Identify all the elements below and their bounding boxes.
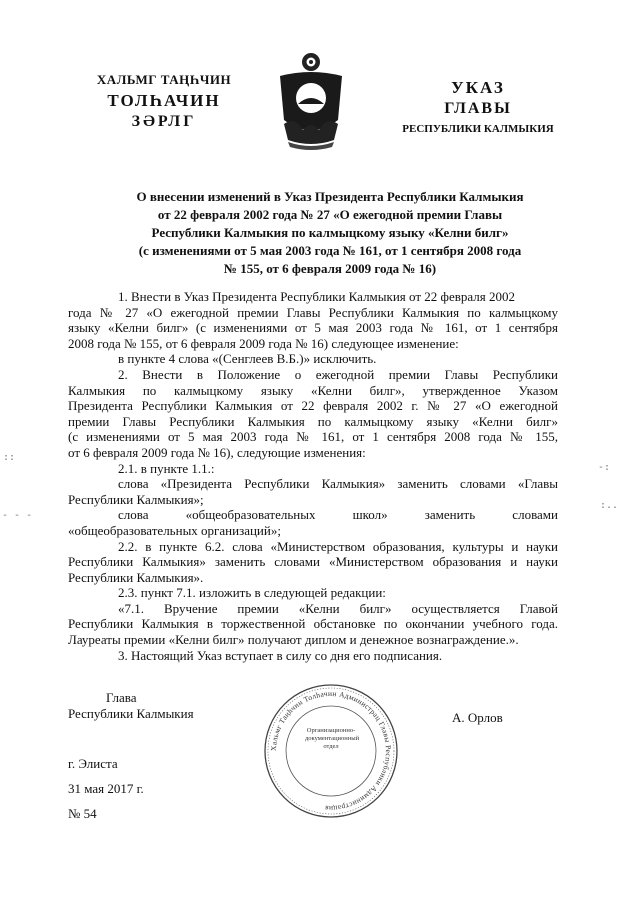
body-line: 1. Внести в Указ Президента Республики Калмыкия от 22 февраля 2002 (118, 289, 515, 304)
body-line: 2. Внести в Положение о ежегодной премии Главы Республики (118, 366, 558, 382)
coat-of-arms-emblem (270, 50, 352, 150)
body-line: «общеобразовательных организаций»; (68, 522, 281, 538)
issue-date: 31 мая 2017 г. (68, 781, 144, 796)
signatory-name: А. Орлов (452, 710, 503, 725)
scan-artifact: :: (3, 452, 16, 463)
scan-artifact: :.. (600, 500, 619, 511)
body-line: Калмыкия по калмыцкому языку «Келни билг», утвержденное Указом (68, 382, 558, 398)
body-line: от 6 февраля 2009 года № 16), следующие изменения: (68, 444, 366, 460)
signatory-title-line1: Глава (106, 690, 137, 705)
body-line: Республики Калмыкия в торжественной обстановке по окончании учебного года. (68, 616, 558, 632)
scan-artifact: -: (598, 462, 611, 473)
body-line: 3. Настоящий Указ вступает в силу со дня его подписания. (118, 647, 443, 663)
signatory-title-line2: Республики Калмыкия (68, 706, 194, 721)
header-russian-line2: ГЛАВЫ (444, 100, 512, 117)
header-russian (398, 78, 558, 135)
body-line: языку «Келни билг» (с изменениями от 5 мая 2003 года № 161, от 1 сентября (68, 320, 558, 336)
stamp-center-text (305, 727, 360, 751)
body-line: (с изменениями от 5 мая 2003 года № 161, от 1 сентября 2008 года № 155, (68, 429, 558, 445)
document-title (100, 188, 560, 278)
title-line: (с изменениями от 5 мая 2003 года № 161, от 1 сентября 2008 года (138, 243, 522, 258)
stamp-ring-text: Хальмг Таңһчин Толһачин Администрац Главы Республики Администрация (268, 688, 394, 814)
body-line: Республики Калмыкия» заменить словами «Министерством образования и науки (68, 554, 558, 570)
header-russian-line1: УКАЗ (451, 78, 505, 97)
body-line: «7.1. Вручение премии «Келни билг» осуществляется Главой (118, 600, 558, 616)
issue-place: г. Элиста (68, 756, 118, 771)
body-line: Республики Калмыкия»; (68, 491, 204, 507)
stamp-center-line: документационный (305, 735, 360, 742)
header-kalmyk (84, 72, 244, 131)
body-line: премии Главы Республики Калмыкия по калмыцкому языку «Келни билг» (68, 413, 558, 429)
decree-number: № 54 (68, 806, 97, 821)
header-kalmyk-line2: ТОЛҺАЧИН (107, 91, 221, 110)
title-line: № 155, от 6 февраля 2009 года № 16) (223, 261, 437, 276)
stamp-center-line: Организационно- (306, 727, 356, 734)
body-line: 2008 года № 155, от 6 февраля 2009 года № 16) следующее изменение: (68, 335, 459, 351)
signatory-title (68, 690, 194, 722)
body-line: 2.3. пункт 7.1. изложить в следующей редакции: (118, 585, 386, 601)
scan-artifact: - - - (2, 510, 33, 521)
body-line: Президента Республики Калмыкия от 22 февраля 2002 г. № 27 «О ежегодной (68, 398, 558, 414)
body-line: слова «Президента Республики Калмыкия» заменить словами «Главы (118, 476, 558, 492)
header-kalmyk-line3: ЗӘРЛГ (131, 113, 197, 130)
title-line: Республики Калмыкия по калмыцкому языку «Келни билг» (151, 225, 509, 240)
body-line: слова «общеобразовательных школ» заменить словами (118, 507, 558, 523)
header-kalmyk-line1: ХАЛЬМГ ТАҢҺЧИН (96, 72, 232, 87)
header-russian-line3: РЕСПУБЛИКИ КАЛМЫКИЯ (402, 123, 554, 135)
body-line: 2.2. в пункте 6.2. слова «Министерством образования, культуры и науки (118, 538, 558, 554)
body-line: Республики Калмыкия». (68, 569, 204, 585)
body-line: Лауреаты премии «Келни билг» получают диплом и денежное вознаграждение.». (68, 632, 519, 648)
body-line: года № 27 «О ежегодной премии Главы Республики Калмыкия по калмыцкому (68, 304, 558, 320)
title-line: О внесении изменений в Указ Президента Республики Калмыкия (136, 189, 524, 204)
body-line: 2.1. в пункте 1.1.: (118, 460, 215, 476)
body-line: в пункте 4 слова «(Сенглеев В.Б.)» исключить. (118, 351, 377, 367)
official-stamp (262, 682, 400, 820)
document-body (68, 289, 558, 663)
stamp-center-line: отдел (323, 743, 339, 750)
title-line: от 22 февраля 2002 года № 27 «О ежегодной премии Главы (157, 207, 503, 222)
